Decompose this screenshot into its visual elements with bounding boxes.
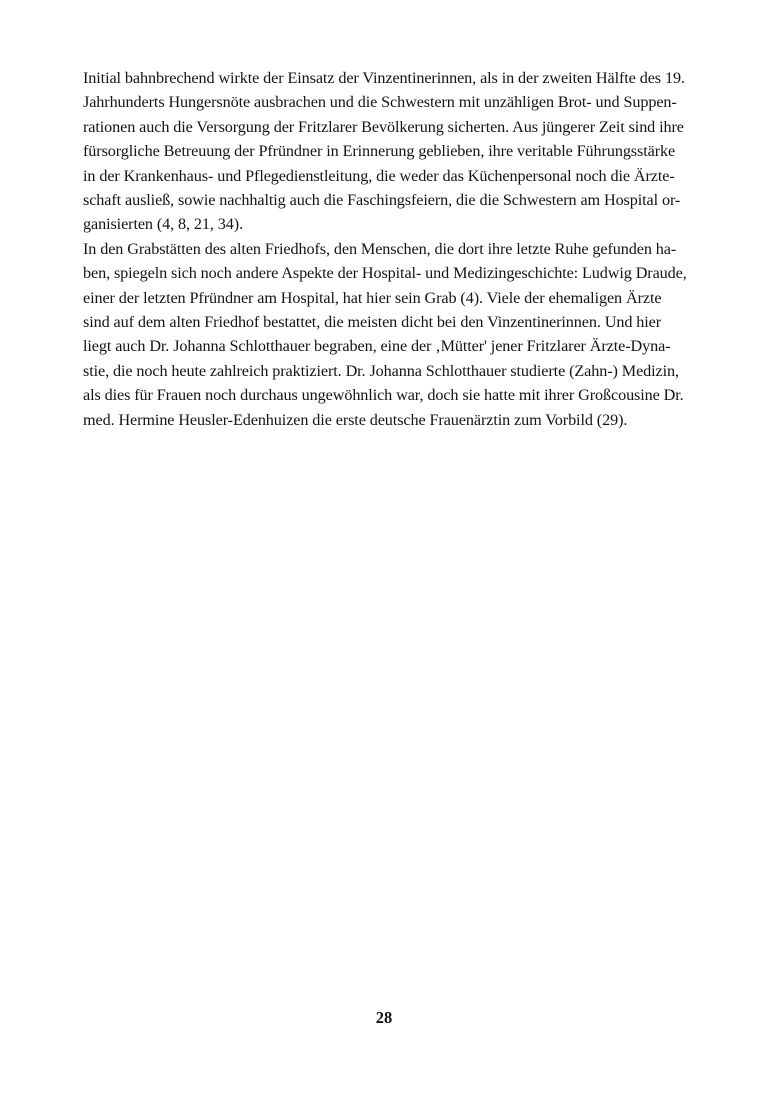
text-line: in der Krankenhaus- und Pflegedienstleitung, die weder das Küchenpersonal noch die Ärzte-	[83, 166, 675, 185]
text-line: In den Grabstätten des alten Friedhofs, den Menschen, die dort ihre letzte Ruhe gefunden ha-	[83, 239, 677, 258]
text-line: fürsorgliche Betreuung der Pfründner in Erinnerung geblieben, ihre veritable Führungsstärke	[83, 142, 676, 161]
text-line: Initial bahnbrechend wirkte der Einsatz der Vinzentinerinnen, als in der zweiten Hälfte des 19.	[83, 69, 685, 87]
text-line: schaft ausließ, sowie nachhaltig auch die Faschingsfeiern, die die Schwestern am Hospital or-	[83, 191, 681, 210]
text-line: rationen auch die Versorgung der Fritzlarer Bevölkerung sicherten. Aus jüngerer Zeit sind ihre	[83, 117, 684, 136]
text-line: einer der letzten Pfründner am Hospital, hat hier sein Grab (4). Viele der ehemaligen Ärzte	[83, 288, 662, 307]
text-line: liegt auch Dr. Johanna Schlotthauer begraben, eine der ‚Mütter' jener Fritzlarer Ärzte-Dyna-	[83, 337, 671, 356]
text-line: ganisierten (4, 8, 21, 34).	[83, 215, 244, 234]
body-text	[83, 66, 693, 432]
text-line: med. Hermine Heusler-Edenhuizen die erste deutsche Frauenärztin zum Vorbild (29).	[83, 410, 628, 429]
text-line: stie, die noch heute zahlreich praktiziert. Dr. Johanna Schlotthauer studierte (Zahn-) Medizin,	[83, 361, 679, 380]
text-line: als dies für Frauen noch durchaus ungewöhnlich war, doch sie hatte mit ihrer Großcousine Dr.	[83, 386, 684, 405]
page-number: 28	[375, 1008, 393, 1027]
text-line: sind auf dem alten Friedhof bestattet, die meisten dicht bei den Vinzentinerinnen. Und hier	[83, 313, 662, 332]
text-line: Jahrhunderts Hungersnöte ausbrachen und die Schwestern mit unzähligen Brot- und Suppen-	[83, 93, 677, 112]
text-line: ben, spiegeln sich noch andere Aspekte der Hospital- und Medizingeschichte: Ludwig Draude,	[83, 264, 687, 283]
